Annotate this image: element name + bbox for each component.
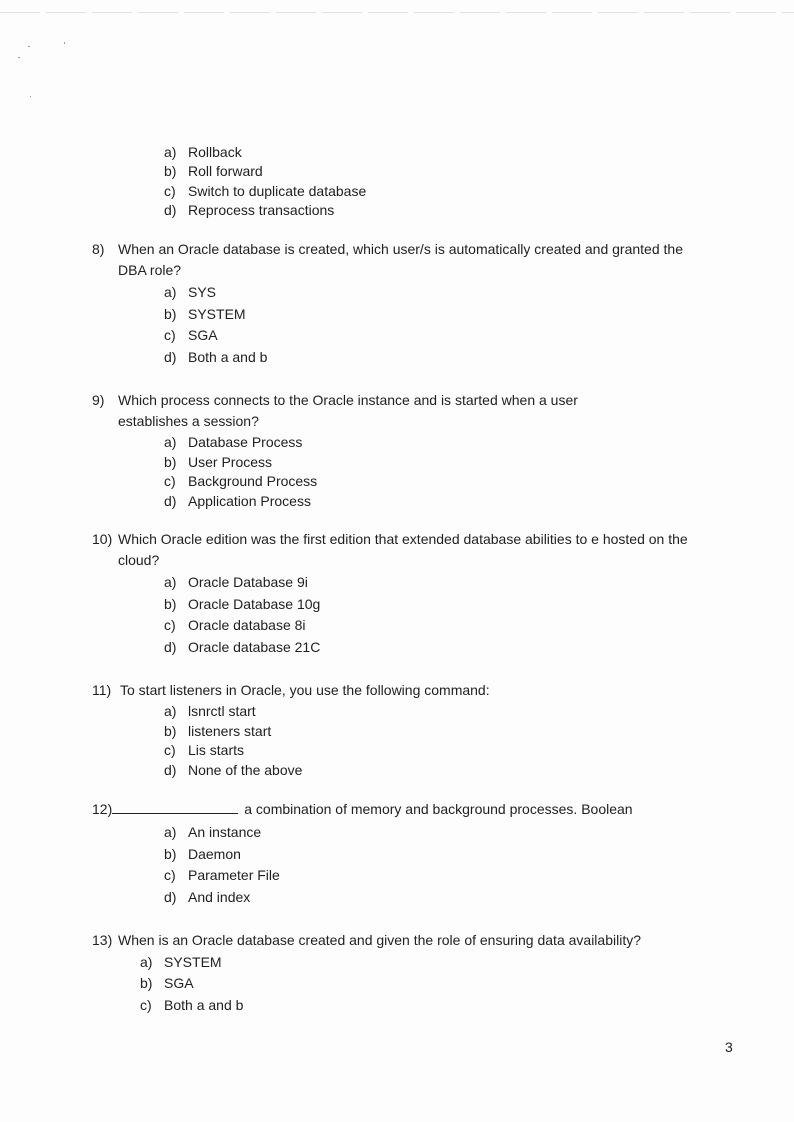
scan-edge-line — [0, 12, 794, 13]
list-item: b) SGA — [140, 975, 194, 991]
list-item: d) Both a and b — [164, 349, 268, 365]
list-item: b) Roll forward — [164, 163, 263, 179]
question-9: 9) Which process connects to the Oracle instance and is started when a user — [92, 392, 578, 408]
question-9-continuation: establishes a session? — [118, 413, 259, 429]
list-item: a) Oracle Database 9i — [164, 574, 308, 590]
list-item: d) Application Process — [164, 493, 311, 509]
list-item: d) None of the above — [164, 762, 303, 778]
list-item: c) Background Process — [164, 473, 318, 489]
list-item: d) Oracle database 21C — [164, 639, 321, 655]
list-item: c) SGA — [164, 327, 218, 343]
list-item: c) Both a and b — [140, 997, 244, 1013]
question-10: 10) Which Oracle edition was the first edition that extended database abilities to e hosted on the — [92, 531, 688, 547]
question-10-continuation: cloud? — [118, 552, 160, 568]
list-item: a) Rollback — [164, 144, 242, 160]
list-item: d) Reprocess transactions — [164, 202, 335, 218]
question-13: 13) When is an Oracle database created and given the role of ensuring data availability? — [92, 932, 641, 948]
list-item: b) listeners start — [164, 723, 272, 739]
list-item: b) User Process — [164, 454, 273, 470]
list-item: a) SYSTEM — [140, 954, 222, 970]
scan-speck — [64, 42, 65, 44]
list-item: b) Daemon — [164, 846, 241, 862]
list-item: c) Switch to duplicate database — [164, 183, 367, 199]
list-item: b) SYSTEM — [164, 306, 246, 322]
list-item: c) Lis starts — [164, 742, 245, 758]
scan-speck — [18, 57, 20, 58]
list-item: c) Oracle database 8i — [164, 617, 306, 633]
question-11: 11) To start listeners in Oracle, you use the following command: — [92, 682, 490, 698]
list-item: a) lsnrctl start — [164, 703, 256, 719]
scan-speck — [28, 46, 30, 47]
scan-speck — [30, 96, 31, 97]
list-item: d) And index — [164, 889, 251, 905]
answer-blank — [112, 801, 238, 814]
list-item: b) Oracle Database 10g — [164, 596, 321, 612]
question-8-continuation: DBA role? — [118, 262, 182, 278]
list-item: a) An instance — [164, 824, 262, 840]
page-number: 3 — [725, 1039, 733, 1055]
list-item: a) Database Process — [164, 434, 303, 450]
list-item: c) Parameter File — [164, 867, 280, 883]
question-12: 12) a combination of memory and background processes. Boolean — [92, 801, 633, 817]
list-item: a) SYS — [164, 284, 217, 300]
question-8: 8) When an Oracle database is created, which user/s is automatically created and granted the — [92, 241, 683, 257]
